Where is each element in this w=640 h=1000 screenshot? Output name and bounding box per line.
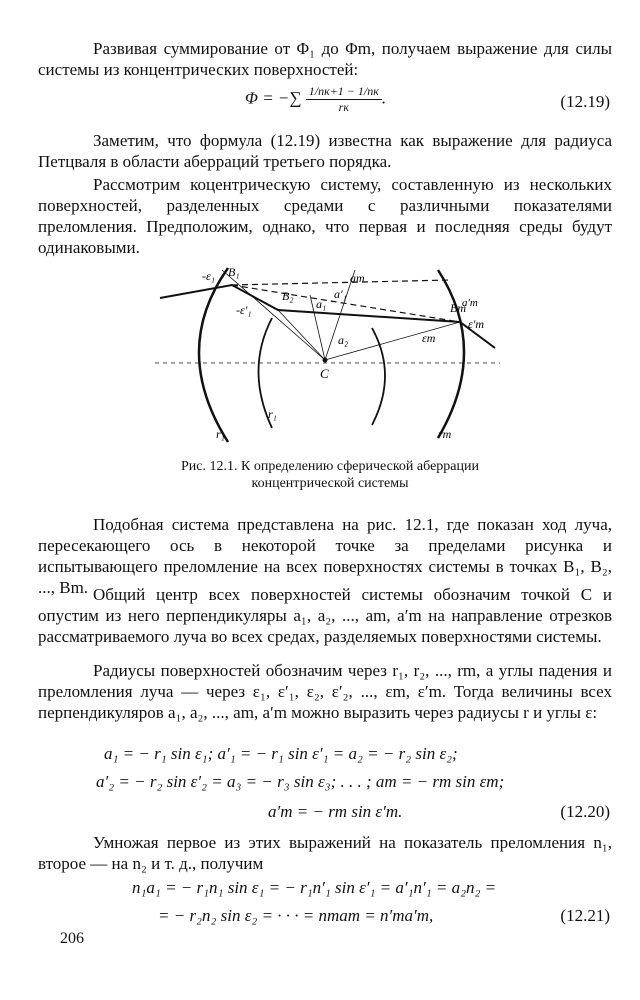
label-rm: rm bbox=[438, 427, 452, 441]
label-r1-left: r₁ bbox=[216, 427, 225, 441]
paragraph-description: Подобная система представлена на рис. 12.1, где показан ход луча, пересекающего ось в некоторой точке за пределами рисунка и испытывающего преломление на всех поверхностях системы в точках B₁, B₂, ..., Bm. bbox=[38, 515, 612, 597]
ray-extension-dashed-2 bbox=[232, 280, 450, 285]
equation-12-21-line-2: = − r₂n₂ sin ε₂ = · · · = nmam = n′ma′m, bbox=[158, 906, 434, 925]
equation-label-12-20: (12.20) bbox=[560, 802, 610, 821]
label-epsm-prime: ε′m bbox=[468, 317, 485, 331]
label-amp: a′m bbox=[462, 297, 478, 309]
equation-label-12-21: (12.21) bbox=[560, 906, 610, 925]
eq1-denominator: rк bbox=[338, 100, 349, 114]
caption-line-1: Рис. 12.1. К определению сферической аберрации bbox=[181, 459, 479, 474]
center-point-c bbox=[323, 358, 328, 363]
label-c: C bbox=[320, 366, 329, 381]
surface-r1-arc bbox=[199, 268, 228, 442]
equation-12-21-line-1: n₁a₁ = − r₁n₁ sin ε₁ = − r₁n′₁ sin ε′₁ = a′₁n′₁ = a₂n₂ = bbox=[132, 878, 497, 897]
label-r1-inner: r₁ bbox=[268, 407, 277, 421]
eq1-tail: . bbox=[381, 88, 387, 108]
equation-12-19 bbox=[245, 84, 386, 115]
normal-b2 bbox=[278, 310, 325, 360]
paragraph-system: Рассмотрим коцентрическую систему, составленную из нескольких поверхностей, разделенных средами с различными показателями преломления. Предположим, однако, что первая и последняя среды будут одинаковыми. bbox=[38, 175, 612, 257]
eq1-fraction bbox=[306, 84, 382, 115]
label-bm: Bm bbox=[450, 301, 466, 315]
paragraph-intro: Развивая суммирование от Φ₁ до Φm, получаем выражение для силы системы из концентрических поверхностей: bbox=[38, 39, 612, 79]
label-a1: a₁ bbox=[316, 297, 327, 311]
figure-caption bbox=[120, 458, 540, 492]
figure-12-1 bbox=[150, 250, 510, 450]
paragraph-petzval: Заметим, что формула (12.19) известна как выражение для радиуса Петцваля в области аберраций третьего порядка. bbox=[38, 131, 612, 171]
light-ray bbox=[160, 285, 495, 348]
label-epsm: εm bbox=[422, 331, 436, 345]
page-number: 206 bbox=[60, 930, 84, 947]
equation-12-20-line-2: a′₂ = − r₂ sin ε′₂ = a₃ = − r₃ sin ε₃; . . . ; am = − rm sin εm; bbox=[96, 772, 505, 791]
equation-label-12-19: (12.19) bbox=[560, 92, 610, 111]
label-am: am bbox=[350, 271, 365, 285]
caption-line-2: концентрической системы bbox=[251, 476, 409, 491]
paragraph-radii: Радиусы поверхностей обозначим через r₁, r₂, ..., rm, а углы падения и преломления луча — через ε₁, ε′₁, ε₂, ε′₂, ..., εm, ε′m. Тогда величины всех перпендикуляров a₁, a₂, ..., am, a′m можно выразить через радиусы r и углы ε: bbox=[38, 661, 612, 722]
eq1-numerator: 1/nк+1 − 1/nк bbox=[306, 84, 382, 100]
label-eps1: -ε₁ bbox=[202, 269, 215, 283]
label-a2: a₂ bbox=[338, 333, 349, 347]
label-b1: B₁ bbox=[228, 265, 240, 279]
equation-12-20-line-3: a′m = − rm sin ε′m. bbox=[268, 802, 403, 821]
label-a1-prime: a′₁ bbox=[334, 287, 347, 301]
equation-12-20-line-1: a₁ = − r₁ sin ε₁; a′₁ = − r₁ sin ε′₁ = a₂ = − r₂ sin ε₂; bbox=[104, 744, 458, 763]
eq1-lhs: Φ = −∑ bbox=[245, 88, 302, 108]
label-eps1-prime: -ε′₁ bbox=[236, 303, 252, 317]
label-b2: B₂ bbox=[282, 289, 294, 303]
surface-mid-arc bbox=[372, 328, 385, 425]
paragraph-multiply: Умножая первое из этих выражений на показатель преломления n₁, второе — на n₂ и т. д., получим bbox=[38, 833, 612, 873]
paragraph-center: Общий центр всех поверхностей системы обозначим точкой C и опустим из него перпендикуляры a₁, a₂, ..., am, a′m на направление отрезков рассматриваемого луча во всех средах, разделяемых поверхностями системы. bbox=[38, 585, 612, 646]
surface-rm-arc bbox=[438, 270, 464, 438]
